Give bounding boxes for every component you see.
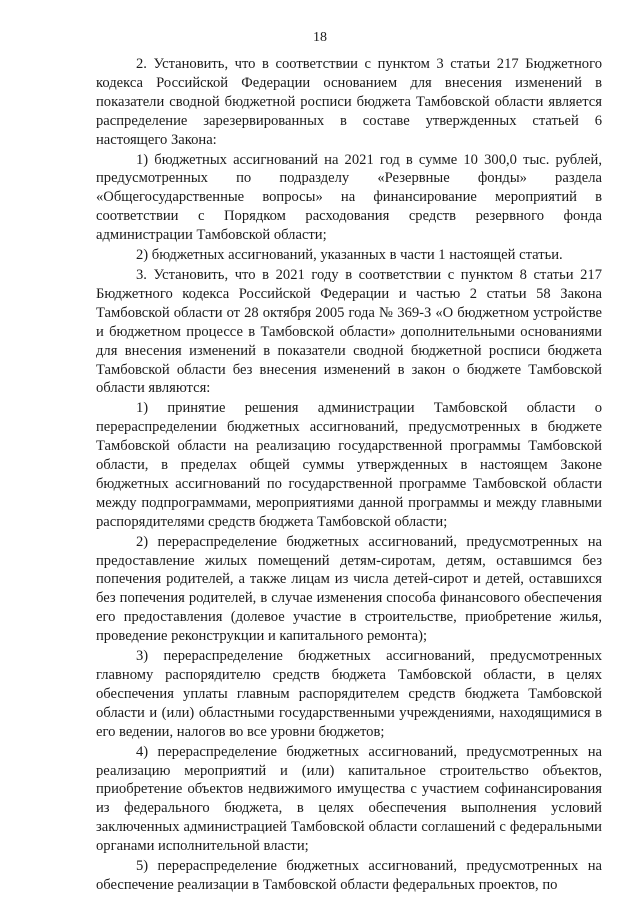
paragraph-clause-3-item-2: 2) перераспределение бюджетных ассигнований, предусмотренных на предоставление жилых помещений детям-сиротам, детям, оставшимся без попечения родителей, а также лицам из числа детей-сирот и детей, оставшихся без попечения родителей, в случае изменения способа финансового обеспечения его предоставления (долевое участие в строительстве, приобретение жилья, проведение реконструкции и капитального ремонта);	[96, 533, 602, 645]
document-body	[96, 55, 602, 896]
paragraph-clause-3-item-4: 4) перераспределение бюджетных ассигнований, предусмотренных на реализацию мероприятий и (или) капитальное строительство объектов, приобретение объектов недвижимого имущества с участием софинансирования из федерального бюджета, в целях обеспечения выполнения условий заключенных администрацией Тамбовской области соглашений с федеральными органами исполнительной власти;	[96, 743, 602, 855]
paragraph-clause-2-item-2: 2) бюджетных ассигнований, указанных в части 1 настоящей статьи.	[136, 247, 563, 264]
paragraph-clause-3-item-5: 5) перераспределение бюджетных ассигнований, предусмотренных на обеспечение реализации в Тамбовской области федеральных проектов, по	[96, 858, 602, 893]
paragraph-clause-3-item-1: 1) принятие решения администрации Тамбовской области о перераспределении бюджетных ассигнований, предусмотренных в бюджете Тамбовской области на реализацию государственной программы Тамбовской области, в пределах общей суммы утвержденных в настоящем Законе бюджетных ассигнований по государственной программе Тамбовской области между подпрограммами, мероприятиями данной программы и между главными распорядителями средств бюджета Тамбовской области;	[96, 400, 602, 530]
page-number: 18	[313, 30, 327, 45]
paragraph-clause-3: 3. Установить, что в 2021 году в соответствии с пунктом 8 статьи 217 Бюджетного кодекса Российской Федерации и частью 2 статьи 58 Закона Тамбовской области от 28 октября 2005 года № 369-З «О бюджетном устройстве и бюджетном процессе в Тамбовской области» дополнительными основаниями для внесения изменений в показатели сводной бюджетной росписи бюджета Тамбовской области без внесения изменений в закон о бюджете Тамбовской области являются:	[96, 266, 602, 397]
paragraph-clause-3-item-3: 3) перераспределение бюджетных ассигнований, предусмотренных главному распорядителю средств бюджета Тамбовской области, в целях обеспечения уплаты главным распорядителем средств бюджета Тамбовской области и (или) областными государственными учреждениями, находящимися в его ведении, налогов во все уровни бюджетов;	[96, 648, 602, 740]
paragraph-clause-2-item-1: 1) бюджетных ассигнований на 2021 год в сумме 10 300,0 тыс. рублей, предусмотренных по подразделу «Резервные фонды» раздела «Общегосударственные вопросы» на финансирование мероприятий в соответствии с Порядком расходования средств резервного фонда администрации Тамбовской области;	[96, 151, 602, 244]
paragraph-clause-2: 2. Установить, что в соответствии с пунктом 3 статьи 217 Бюджетного кодекса Российской Федерации основанием для внесения изменений в показатели сводной бюджетной росписи бюджета Тамбовской области является распределение зарезервированных в составе утвержденных статьей 6 настоящего Закона:	[96, 56, 602, 148]
